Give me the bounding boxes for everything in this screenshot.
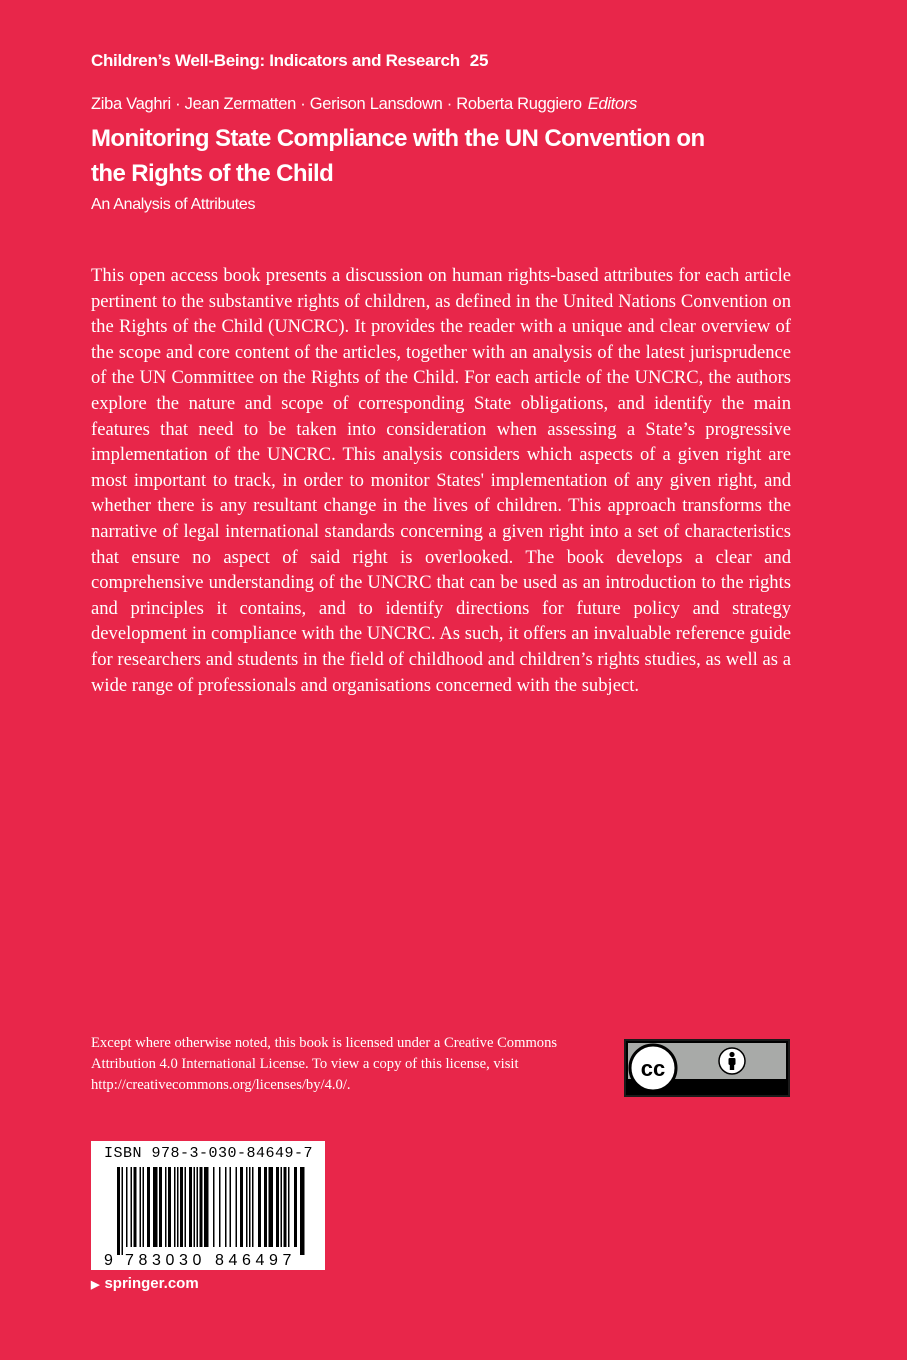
barcode-bar bbox=[230, 1167, 232, 1247]
barcode-digit: 7 bbox=[282, 1252, 292, 1269]
series-line bbox=[91, 51, 488, 71]
attribution-person-icon bbox=[718, 1047, 746, 1075]
isbn-text: ISBN 978-3-030-84649-7 bbox=[104, 1145, 314, 1162]
barcode-bar bbox=[194, 1167, 196, 1247]
barcode-bar bbox=[246, 1167, 248, 1247]
book-title bbox=[91, 121, 731, 191]
barcode-digit: 4 bbox=[255, 1252, 265, 1269]
barcode-bar bbox=[168, 1167, 171, 1247]
barcode-bar bbox=[180, 1167, 183, 1247]
barcode-digit: 3 bbox=[152, 1252, 161, 1269]
barcode-digit: 8 bbox=[138, 1252, 148, 1269]
book-subtitle: An Analysis of Attributes bbox=[91, 196, 256, 213]
barcode-digit: 0 bbox=[165, 1252, 175, 1269]
barcode-bar bbox=[294, 1167, 297, 1247]
barcode-bar bbox=[117, 1167, 120, 1255]
barcode-bar bbox=[177, 1167, 179, 1247]
barcode-bar bbox=[269, 1167, 274, 1247]
barcode-bar bbox=[185, 1167, 187, 1247]
barcode-digit: 4 bbox=[228, 1252, 238, 1269]
barcode-bar bbox=[200, 1167, 203, 1247]
barcode-digit: 8 bbox=[215, 1252, 224, 1269]
series-name: Children’s Well-Being: Indicators and Research bbox=[91, 51, 460, 70]
license-notice: Except where otherwise noted, this book is licensed under a Creative Commons Attribution 4.0 International License. To view a copy of this license, visit http://creativecommons.org/licenses/by/4.0/. bbox=[91, 1035, 558, 1093]
barcode-bar bbox=[252, 1167, 254, 1247]
barcode-bar bbox=[147, 1167, 150, 1247]
barcode-bar bbox=[197, 1167, 199, 1247]
barcode-bar bbox=[300, 1167, 305, 1255]
barcode-bar bbox=[284, 1167, 287, 1247]
barcode-digit: 7 bbox=[125, 1252, 134, 1269]
barcode-bar bbox=[258, 1167, 261, 1247]
barcode-bar bbox=[143, 1167, 145, 1247]
isbn-barcode bbox=[91, 1141, 325, 1270]
barcode-bar bbox=[122, 1167, 124, 1255]
barcode-graphic bbox=[91, 1141, 325, 1270]
barcode-bar bbox=[140, 1167, 142, 1247]
barcode-digit: 3 bbox=[179, 1252, 188, 1269]
barcode-bar bbox=[240, 1167, 243, 1247]
barcode-bar bbox=[276, 1167, 279, 1247]
barcode-digit: 9 bbox=[269, 1252, 278, 1269]
barcode-digit: 0 bbox=[192, 1252, 202, 1269]
barcode-bar bbox=[174, 1167, 176, 1247]
barcode-bar bbox=[213, 1167, 215, 1247]
barcode-bar bbox=[249, 1167, 251, 1247]
barcode-bar bbox=[288, 1167, 290, 1247]
book-description: This open access book presents a discussion on human rights-based attributes for each article pertinent to the substantive rights of children, as defined in the United Nations Convention on the Rights of the Child (UNCRC). It provides the reader with a unique and clear overview of the scope and core content of the articles, together with an analysis of the latest jurisprudence of the UN Committee on the Rights of the Child. For each article of the UNCRC, the authors explore the nature and scope of corresponding State obligations, and identify the main features that need to be taken into consideration when assessing a State’s progressive implementation of the UNCRC. This analysis considers which aspects of a given right are most important to track, in order to monitor States' implementation of any given right, and whether there is any resultant change in the lives of children. This approach transforms the narrative of legal international standards concerning a given right into a set of characteristics that ensure no aspect of said right is overlooked. The book develops a clear and comprehensive understanding of the UNCRC that can be used as an introduction to the rights and principles it contains, and to identify directions for future policy and strategy development in compliance with the UNCRC. As such, it offers an invaluable reference guide for researchers and students in the field of childhood and children’s rights studies, as well as a wide range of professionals and organisations concerned with the subject. bbox=[91, 265, 791, 696]
barcode-bar bbox=[159, 1167, 162, 1247]
barcode-bar bbox=[153, 1167, 158, 1247]
editors-role: Editors bbox=[587, 95, 637, 113]
barcode-bar bbox=[126, 1167, 128, 1247]
barcode-bar bbox=[264, 1167, 267, 1247]
editor-names: Ziba Vaghri · Jean Zermatten · Gerison Lansdown · Roberta Ruggiero bbox=[91, 95, 582, 113]
barcode-bar bbox=[225, 1167, 227, 1247]
barcode-bar bbox=[204, 1167, 209, 1247]
publisher-link[interactable] bbox=[91, 1275, 199, 1292]
barcode-digit: 9 bbox=[104, 1252, 113, 1269]
barcode-bar bbox=[281, 1167, 283, 1247]
barcode-bar bbox=[165, 1167, 167, 1247]
barcode-bar bbox=[219, 1167, 221, 1247]
book-title-line-1: Monitoring State Compliance with the UN Convention on bbox=[91, 125, 705, 152]
cc-icon bbox=[626, 1039, 682, 1095]
barcode-bar bbox=[131, 1167, 133, 1247]
barcode-bar bbox=[189, 1167, 192, 1247]
series-volume: 25 bbox=[469, 51, 489, 70]
cc-by-license-badge bbox=[624, 1039, 790, 1097]
publisher-site: springer.com bbox=[104, 1275, 199, 1292]
barcode-bar bbox=[134, 1167, 137, 1247]
barcode-bar bbox=[236, 1167, 238, 1247]
play-arrow-icon: ▶ bbox=[91, 1279, 100, 1291]
book-title-line-2: the Rights of the Child bbox=[91, 160, 334, 187]
editors-line bbox=[91, 95, 637, 114]
barcode-digit: 6 bbox=[242, 1252, 251, 1269]
cc-letters: cc bbox=[640, 1056, 666, 1081]
